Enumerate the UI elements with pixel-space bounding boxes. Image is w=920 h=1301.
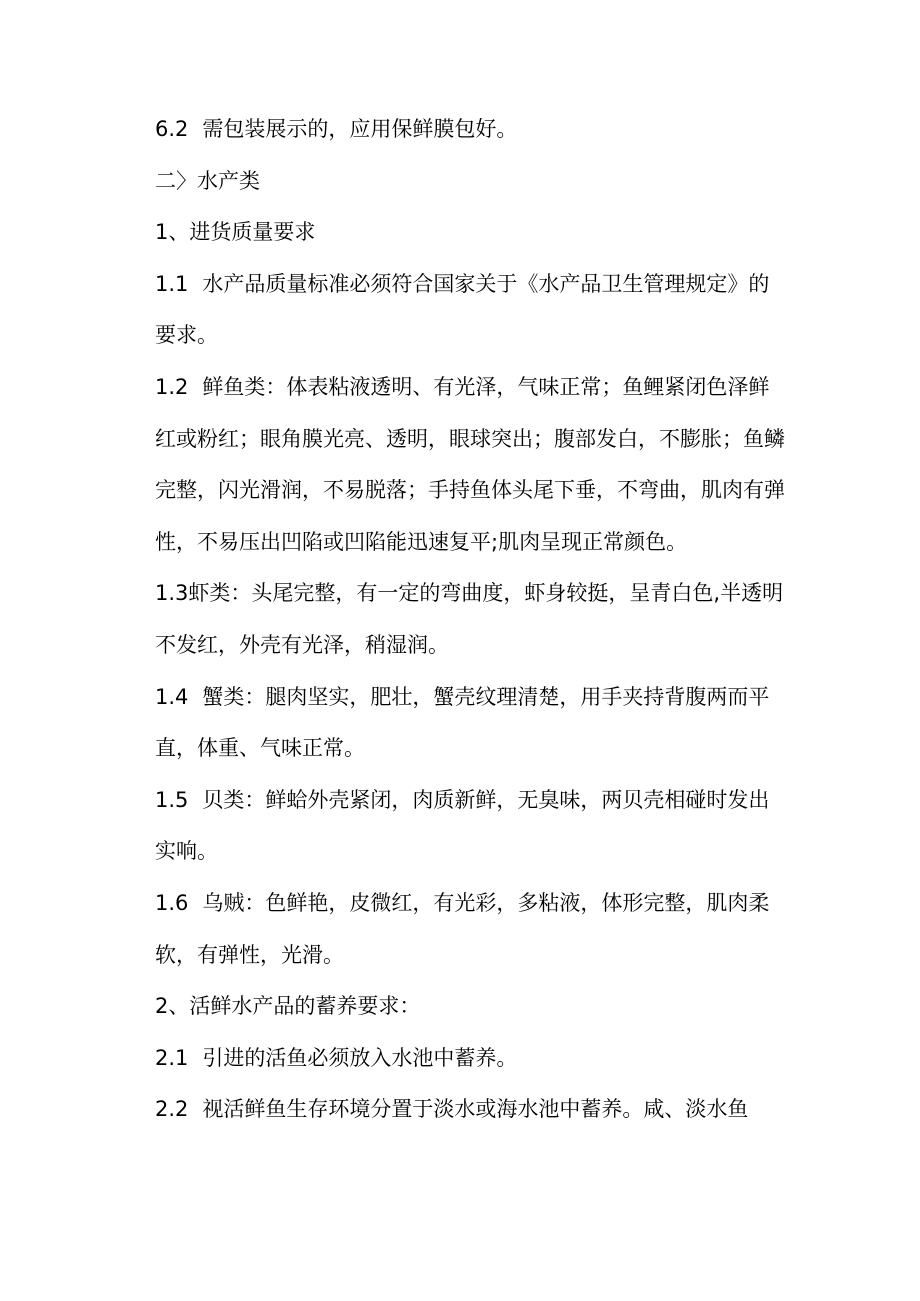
clause-text: 鲜鱼类：体表粘液透明、有光泽，气味正常；鱼鲤紧闭色泽鲜红或粉红；眼角膜光亮、透明，眼球突出；腹部发白，不膨胀；鱼鳞完整，闪光滑润，不易脱落；手持鱼体头尾下垂，不弯曲，肌肉有弹性，不易压出凹陷或凹陷能迅速复平;肌肉呈现正常颜色。 [155, 374, 785, 554]
paragraph-1-1 [155, 259, 785, 362]
clause-text: 虾类：头尾完整，有一定的弯曲度，虾身较挺，呈青白色,半透明不发红，外壳有光泽，稍湿润。 [155, 581, 784, 657]
heading-text: 1、进货质量要求 [155, 220, 316, 245]
clause-text: 蟹类：腿肉坚实，肥壮，蟹壳纹理清楚，用手夹持背腹两而平直，体重、气味正常。 [155, 684, 770, 761]
clause-number: 2.2 [155, 1097, 189, 1122]
paragraph-6-2 [155, 104, 785, 156]
clause-text: 乌贼：色鲜艳，皮微红，有光彩，多粘液，体形完整，肌肉柔软，有弹性，光滑。 [155, 890, 770, 967]
clause-number: 6.2 [155, 117, 189, 141]
clause-text: 贝类：鲜蛤外壳紧闭，肉质新鲜，无臭味，两贝壳相碰时发出实响。 [155, 787, 770, 864]
document-body [155, 104, 785, 1136]
paragraph-1-5 [155, 775, 785, 878]
clause-number: 1.5 [155, 787, 189, 812]
heading-text: 二〉水产类 [155, 168, 260, 193]
clause-number: 1.1 [155, 271, 189, 296]
subheading-live-storage [155, 981, 785, 1033]
paragraph-2-1 [155, 1033, 785, 1085]
clause-number: 1.2 [155, 374, 189, 399]
clause-number: 1.3 [155, 581, 189, 606]
clause-text: 视活鲜鱼生存环境分置于淡水或海水池中蓄养。咸、淡水鱼 [202, 1097, 749, 1122]
clause-text: 水产品质量标准必须符合国家关于《水产品卫生管理规定》的要求。 [155, 271, 770, 348]
heading-text: 2、活鲜水产品的蓄养要求： [155, 994, 421, 1019]
subheading-purchase-quality [155, 207, 785, 259]
paragraph-1-6 [155, 878, 785, 981]
clause-number: 2.1 [155, 1045, 189, 1070]
section-heading-aquatic [155, 156, 785, 208]
clause-number: 1.4 [155, 684, 189, 709]
paragraph-2-2 [155, 1084, 785, 1136]
paragraph-1-3 [155, 568, 785, 671]
paragraph-1-2 [155, 362, 785, 568]
clause-text: 需包装展示的，应用保鲜膜包好。 [202, 117, 518, 141]
clause-text: 引进的活鱼必须放入水池中蓄养。 [202, 1045, 518, 1070]
paragraph-1-4 [155, 672, 785, 775]
clause-number: 1.6 [155, 890, 189, 915]
